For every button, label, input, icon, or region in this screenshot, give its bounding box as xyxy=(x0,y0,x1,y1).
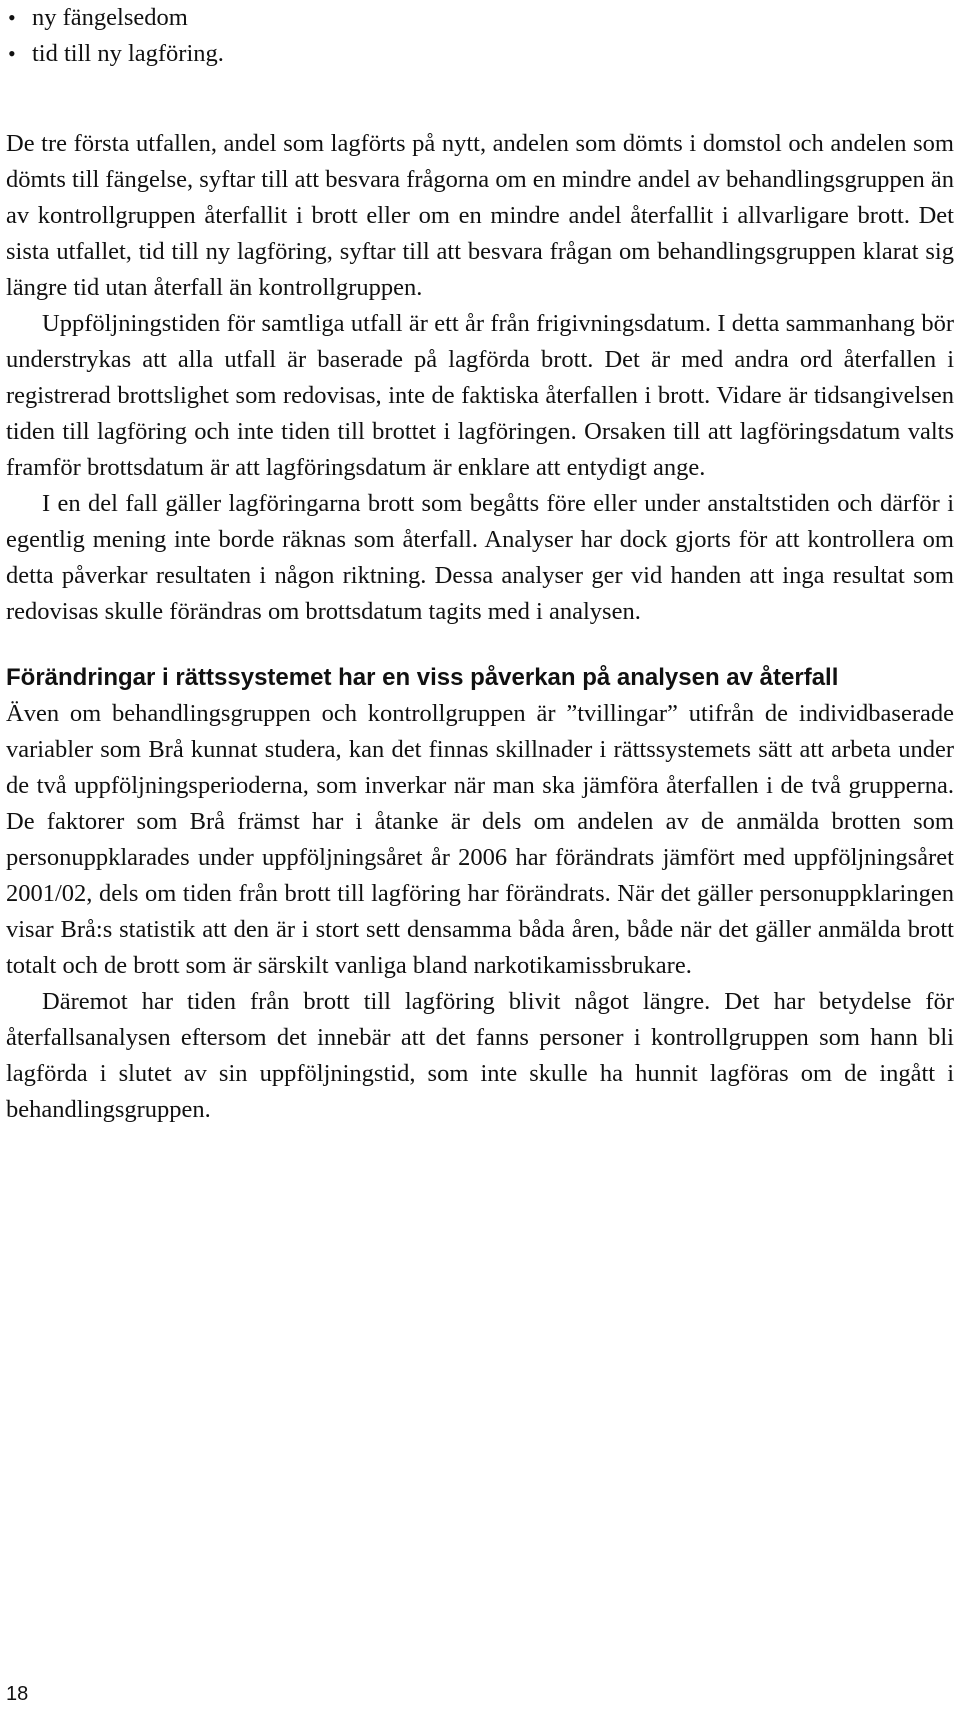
list-item: • ny fängelsedom xyxy=(6,0,954,36)
list-item: • tid till ny lagföring. xyxy=(6,36,954,72)
body-paragraph: Även om behandlingsgruppen och kontrollgruppen är ”tvillingar” utifrån de individbaserade variabler som Brå kunnat studera, kan det finnas skillnader i rättssystemets sätt att arbeta under de två uppföljningsperioderna, som inverkar när man ska jämföra återfallen i de två grupperna. De faktorer som Brå främst har i åtanke är dels om andelen av de anmälda brotten som personuppklarades under uppföljningsåret år 2006 har förändrats jämfört med uppföljningsåret 2001/02, dels om tiden från brott till lagföring har förändrats. När det gäller personuppklaringen visar Brå:s statistik att den är i stort sett densamma båda åren, både när det gäller anmälda brott totalt och de brott som är särskilt vanliga bland narkotikamissbrukare. xyxy=(6,700,954,979)
document-page xyxy=(6,0,954,1128)
body-paragraph: Däremot har tiden från brott till lagföring blivit något längre. Det har betydelse för återfallsanalysen eftersom det innebär att det fanns personer i kontrollgruppen som hann bli lagförda i slutet av sin uppföljningstid, som inte skulle ha hunnit lagföras om de ingått i behandlingsgruppen. xyxy=(6,988,954,1123)
body-paragraph: Uppföljningstiden för samtliga utfall är ett år från frigivningsdatum. I detta sammanhang bör understrykas att alla utfall är baserade på lagförda brott. Det är med andra ord återfallen i registrerad brottslighet som redovisas, inte de faktiska återfallen i brott. Vidare är tidsangivelsen tiden till lagföring och inte tiden till brottet i lagföringen. Orsaken till att lagföringsdatum valts framför brottsdatum är att lagföringsdatum är enklare att entydigt ange. xyxy=(6,310,954,481)
bullet-icon: • xyxy=(8,5,16,30)
bullet-list xyxy=(6,0,954,72)
body-paragraph: I en del fall gäller lagföringarna brott som begåtts före eller under anstaltstiden och därför i egentlig mening inte borde räknas som återfall. Analyser har dock gjorts för att kontrollera om detta påverkar resultaten i någon riktning. Dessa analyser ger vid handen att inga resultat som redovisas skulle förändras om brottsdatum tagits med i analysen. xyxy=(6,490,954,625)
section-heading: Förändringar i rättssystemet har en viss påverkan på analysen av återfall xyxy=(6,664,839,691)
page-number: 18 xyxy=(6,1683,29,1705)
bullet-icon: • xyxy=(8,41,16,66)
body-paragraph: De tre första utfallen, andel som lagförts på nytt, andelen som dömts i domstol och andelen som dömts till fängelse, syftar till att besvara frågorna om en mindre andel av behandlingsgruppen än av kontrollgruppen återfallit i brott eller om en mindre andel återfallit i allvarligare brott. Det sista utfallet, tid till ny lagföring, syftar till att besvara frågan om behandlingsgruppen klarat sig längre tid utan återfall än kontrollgruppen. xyxy=(6,130,954,301)
